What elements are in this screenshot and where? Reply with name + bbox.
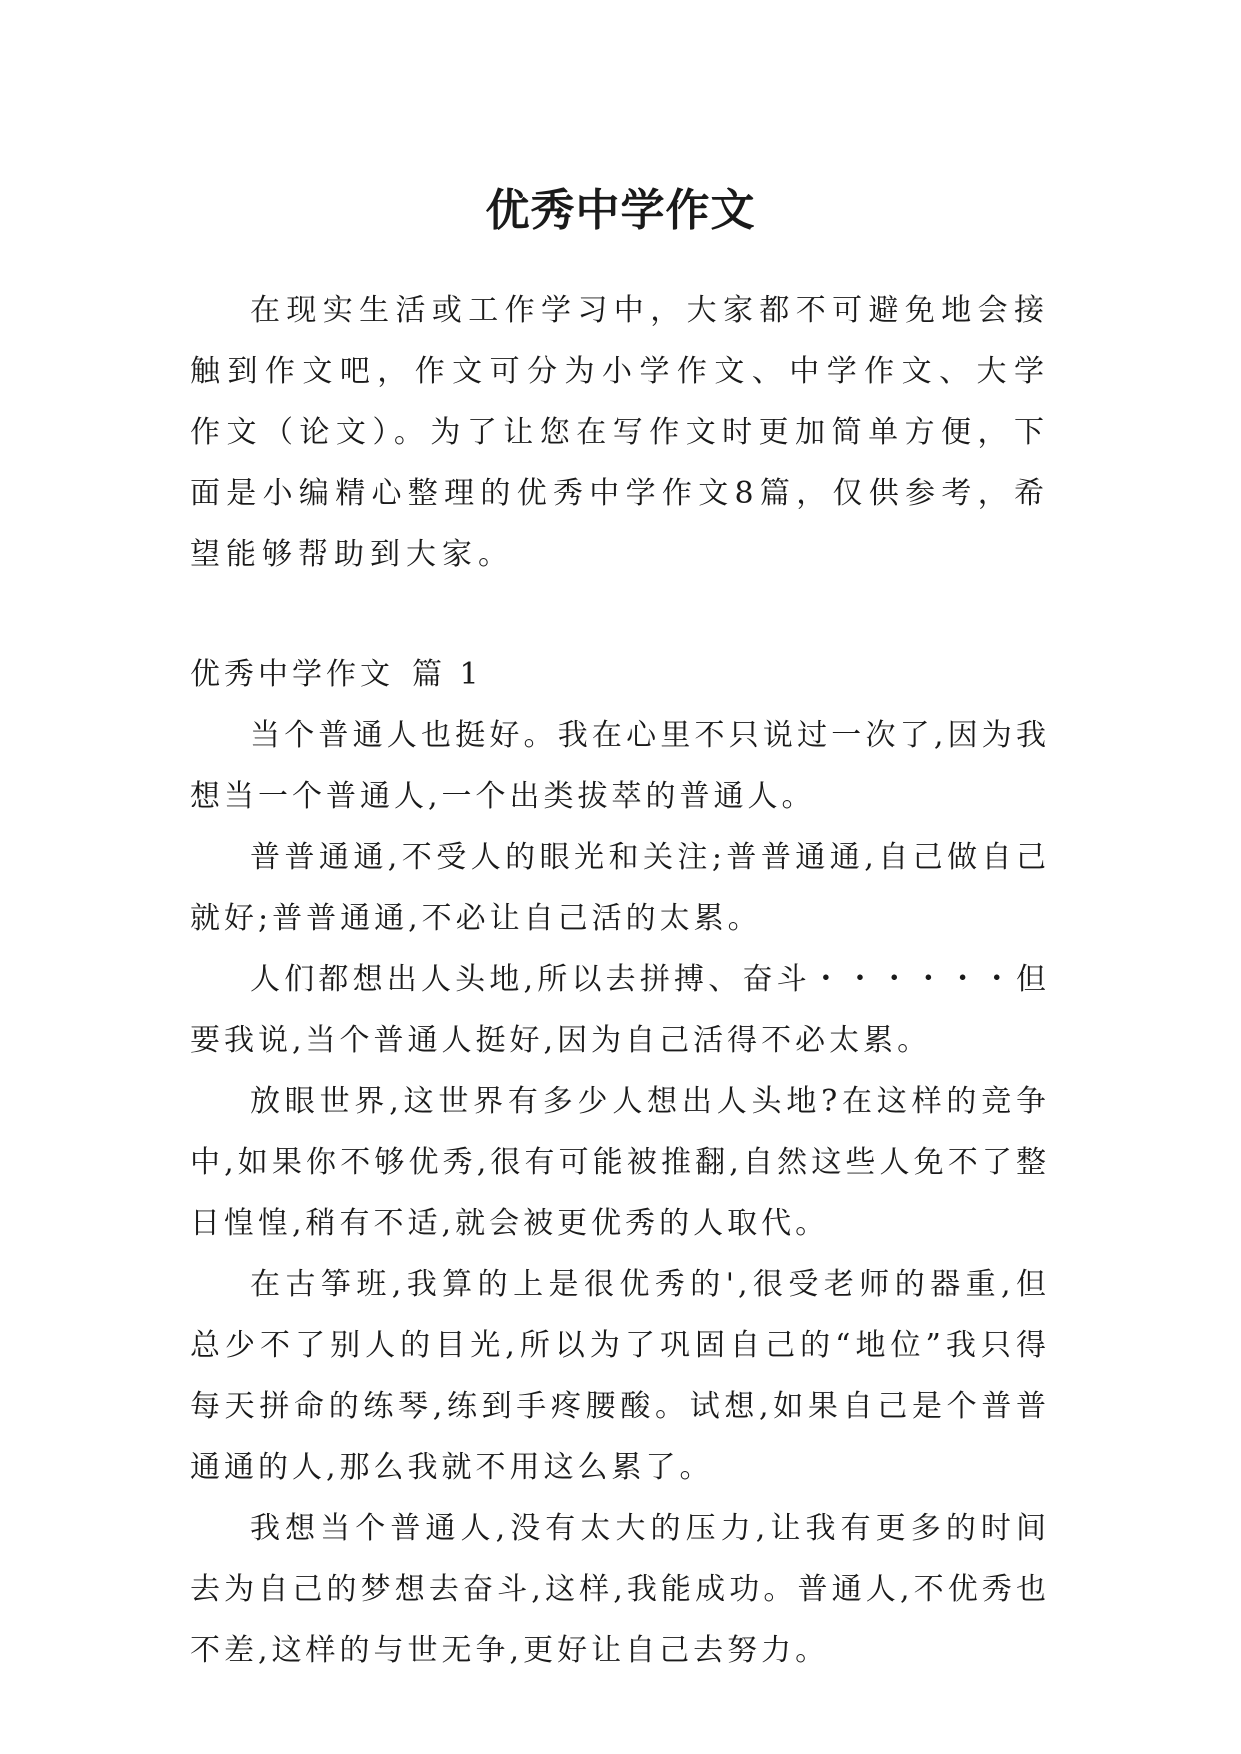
section-heading [190, 644, 1050, 705]
body-paragraph-5: 在古筝班,我算的上是很优秀的',很受老师的器重,但总少不了别人的目光,所以为了巩固自己的“地位”我只得每天拼命的练琴,练到手疼腰酸。试想,如果自己是个普普通通的人,那么我就不用这么累了。 [190, 1267, 1050, 1485]
section-heading-number: 篇 1 [412, 657, 483, 692]
document-title: 优秀中学作文 [485, 185, 756, 237]
body-paragraph-4: 放眼世界,这世界有多少人想出人头地?在这样的竞争中,如果你不够优秀,很有可能被推翻,自然这些人免不了整日惶惶,稍有不适,就会被更优秀的人取代。 [190, 1084, 1050, 1241]
body-paragraph-1: 当个普通人也挺好。我在心里不只说过一次了,因为我想当一个普通人,一个出类拔萃的普通人。 [190, 718, 1050, 814]
document-body [190, 280, 1050, 1681]
body-paragraph-3: 人们都想出人头地,所以去拼搏、奋斗・・・・・・但要我说,当个普通人挺好,因为自己活得不必太累。 [190, 962, 1050, 1058]
body-paragraph-2: 普普通通,不受人的眼光和关注;普普通通,自己做自己就好;普普通通,不必让自己活的太累。 [190, 840, 1050, 936]
section-heading-title: 优秀中学作文 [190, 657, 394, 692]
body-paragraph-6: 我想当个普通人,没有太大的压力,让我有更多的时间去为自己的梦想去奋斗,这样,我能成功。普通人,不优秀也不差,这样的与世无争,更好让自己去努力。 [190, 1511, 1050, 1668]
intro-paragraph: 在现实生活或工作学习中，大家都不可避免地会接触到作文吧，作文可分为小学作文、中学作文、大学作文（论文）。为了让您在写作文时更加简单方便，下面是小编精心整理的优秀中学作文8篇，仅供参考，希望能够帮助到大家。 [190, 293, 1050, 572]
